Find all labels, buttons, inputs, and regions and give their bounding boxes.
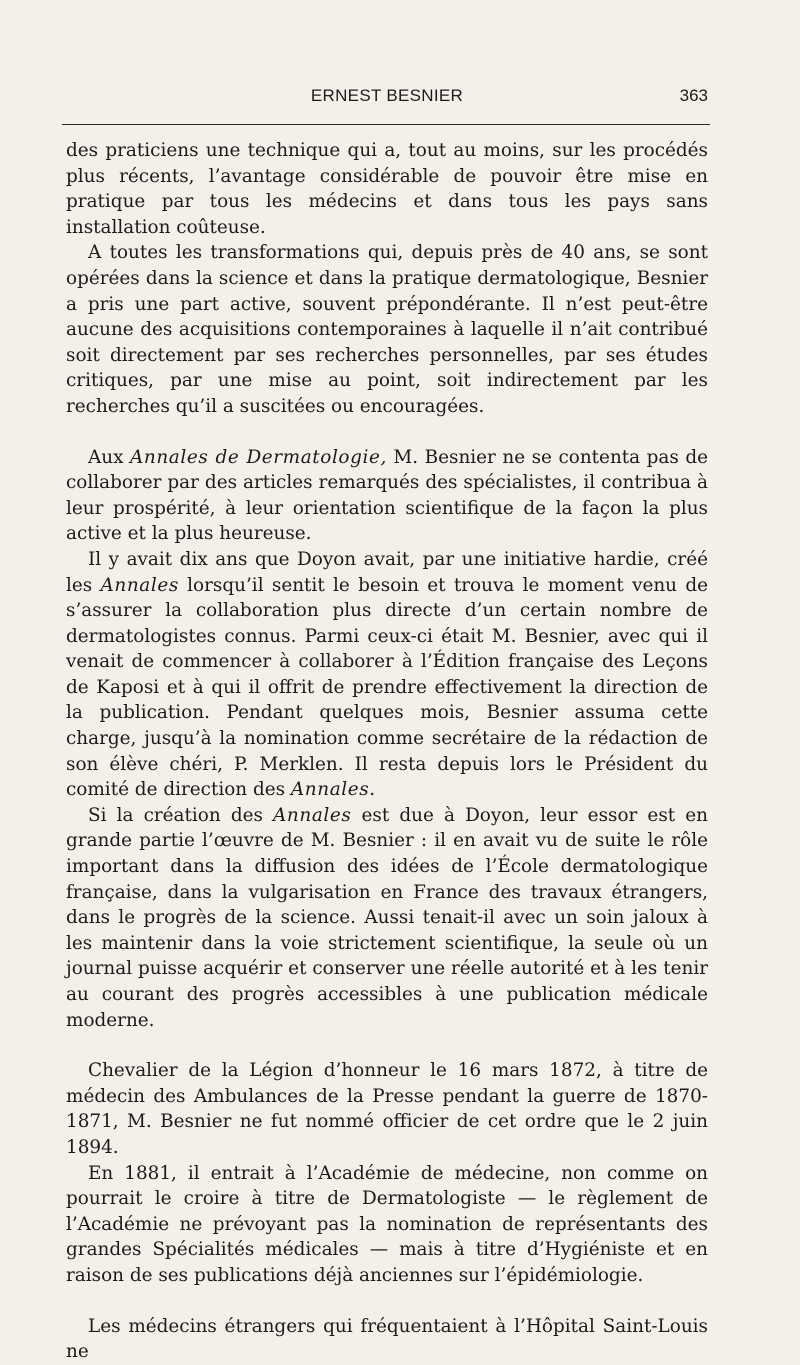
journal-title: Annales de Dermatologie, [130, 446, 387, 468]
paragraph-text: M. Besnier ne se contenta pas de collaborer par des articles remarqués des spécialistes, il contribua à leur prospérité, à leur orientation scientifique de la façon la plus active et la plus heureuse. [66, 446, 709, 545]
paragraph-text: Il y avait dix ans que Doyon avait, par une initiative hardie, créé les [66, 548, 708, 596]
journal-title: Annales. [290, 779, 376, 801]
paragraph-text: Si la création des [88, 804, 274, 826]
paragraph [66, 547, 708, 803]
paragraph-text: Aux [88, 446, 131, 468]
paragraph: Chevalier de la Légion d’honneur le 16 mars 1872, à titre de médecin des Ambulances de la Presse pendant la guerre de 1870-1871, M. Besnier ne fut nommé officier de cet ordre que le 2 juin 1894. [66, 1060, 708, 1158]
paragraph: A toutes les transformations qui, depuis près de 40 ans, se sont opérées dans la science et dans la pratique dermatologique, Besnier a pris une part active, souvent prépondérante. Il n’est peut-être aucune des acquisitions contemporaines à laquelle il n’ait contribué soit directement par ses recherches personnelles, par ses études critiques, par une mise au point, soit indirectement par les recherches qu’il a suscitées ou encouragées. [66, 242, 708, 417]
page-number: 363 [679, 86, 708, 105]
header-rule [62, 124, 710, 125]
paragraph [66, 803, 708, 1033]
paragraph-text: lorsqu’il sentit le besoin et trouva le moment venu de s’assurer la collaboration plus directe d’un certain nombre de dermatologistes connus. Parmi ceux-ci était M. Besnier, avec qui il venait de commencer à collaborer à l’Édition française des Leçons de Kaposi et à qui il offrit de prendre effectivement la direction de la publication. Pendant quelques mois, Besnier assuma cette charge, jusqu’à la nomination comme secrétaire de la rédaction de son élève chéri, P. Merklen. Il resta depuis lors le Président du comité de direction des [66, 574, 708, 801]
running-title: ERNEST BESNIER [310, 86, 464, 105]
paragraph [66, 445, 708, 547]
paragraph-text: est due à Doyon, leur essor est en grande partie l’œuvre de M. Besnier : il en avait vu de suite le rôle important dans la diffusion des idées de l’École dermatologique française, dans la vulgarisation en France des travaux étrangers, dans le progrès de la science. Aussi tenait-il avec un soin jaloux à les maintenir dans la voie strictement scientifique, la seule où un journal puisse acquérir et conserver une réelle autorité et à les tenir au courant des progrès accessibles à une publication médicale moderne. [66, 804, 708, 1031]
journal-title: Annales [273, 804, 352, 826]
page-body [66, 138, 708, 1365]
journal-title: Annales [100, 574, 179, 596]
paragraph: En 1881, il entrait à l’Académie de médecine, non comme on pourrait le croire à titre de Dermatologiste — le règlement de l’Académie ne prévoyant pas la nomination de représentants des grandes Spécialités médicales — mais à titre d’Hygiéniste et en raison de ses publications déjà anciennes sur l’épidémiologie. [66, 1162, 708, 1286]
paragraph: des praticiens une technique qui a, tout au moins, sur les procédés plus récents, l’avantage considérable de pouvoir être mise en pratique par tous les médecins et dans tous les pays sans installation coûteuse. [66, 140, 708, 238]
paragraph: Les médecins étrangers qui fréquentaient à l’Hôpital Saint-Louis ne [66, 1315, 708, 1363]
running-header [66, 86, 708, 116]
